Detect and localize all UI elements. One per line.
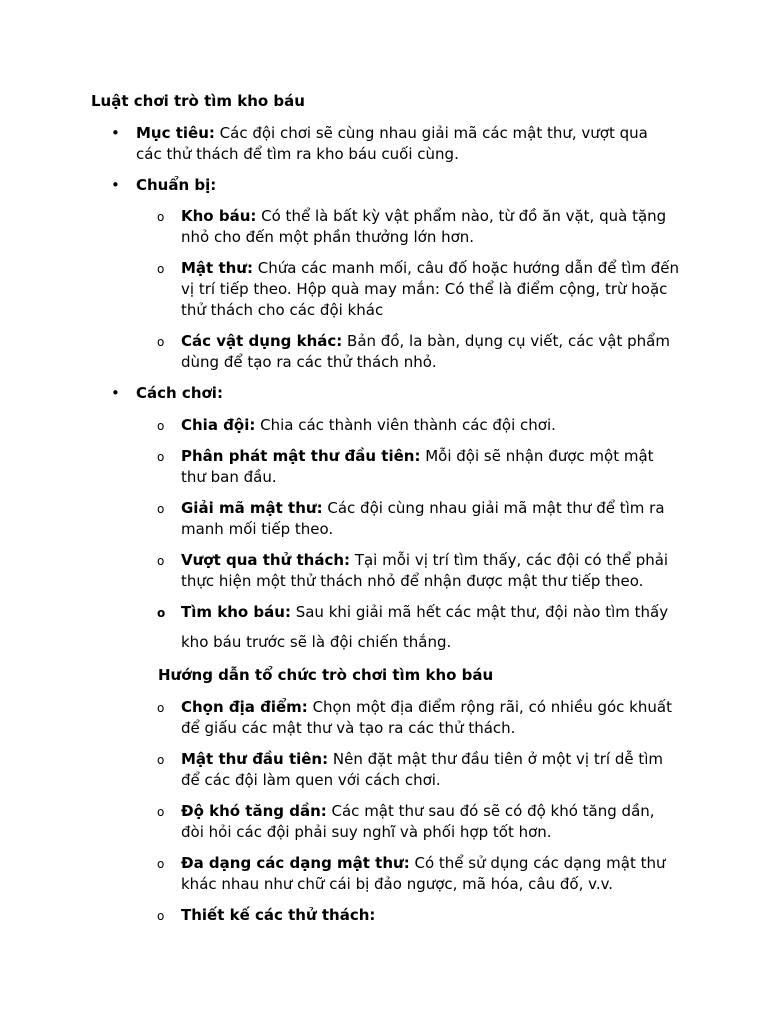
item-label: Chọn địa điểm: bbox=[181, 698, 308, 716]
item-text: Các đội cùng nhau giải mã mật thư để tìm ra manh mối tiếp theo. bbox=[181, 499, 665, 538]
list-item-muc-tieu bbox=[111, 123, 656, 165]
item-label: Giải mã mật thư: bbox=[181, 499, 323, 517]
disc-bullet-icon: • bbox=[111, 124, 120, 142]
item-text: Chứa các manh mối, câu đố hoặc hướng dẫn để tìm đến vị trí tiếp theo. Hộp quà may mắn: Có thể là điểm cộng, trừ hoặc thử thách cho các đội khác bbox=[181, 259, 679, 319]
item-text: Các mật thư sau đó sẽ có độ khó tăng dần, đòi hỏi các đội phải suy nghĩ và phối hợp tốt hơn. bbox=[181, 802, 655, 841]
item-label: Tìm kho báu: bbox=[181, 603, 291, 621]
list-item-vat-dung bbox=[157, 331, 681, 373]
list-item-vuot-qua bbox=[157, 550, 681, 592]
list-item-thiet-ke bbox=[157, 905, 681, 926]
item-label: Đa dạng các dạng mật thư: bbox=[181, 854, 410, 872]
list-item-cach-choi bbox=[111, 383, 656, 404]
item-label: Mật thư đầu tiên: bbox=[181, 750, 329, 768]
item-label: Độ khó tăng dần: bbox=[181, 802, 327, 820]
list-item-da-dang bbox=[157, 853, 681, 895]
item-text: Có thể là bất kỳ vật phẩm nào, từ đồ ăn vặt, quà tặng nhỏ cho đến một phần thưởng lớn hơn. bbox=[181, 207, 667, 246]
circle-bullet-icon: o bbox=[157, 909, 165, 923]
list-item-mat-thu-dau-tien bbox=[157, 749, 681, 791]
circle-bullet-icon: o bbox=[157, 335, 165, 349]
item-text: Chọn một địa điểm rộng rãi, có nhiều góc khuất để giấu các mật thư và tạo ra các thử thách. bbox=[181, 698, 672, 737]
circle-bullet-icon: o bbox=[157, 262, 165, 276]
item-text: Bản đồ, la bàn, dụng cụ viết, các vật phẩm dùng để tạo ra các thử thách nhỏ. bbox=[181, 332, 670, 371]
item-label: Chuẩn bị: bbox=[136, 176, 217, 194]
item-label: Mục tiêu: bbox=[136, 124, 215, 142]
circle-bullet-icon: o bbox=[157, 502, 165, 516]
list-item-chia-doi bbox=[157, 415, 681, 436]
section-heading: Hướng dẫn tổ chức trò chơi tìm kho báu bbox=[158, 666, 494, 684]
document-title: Luật chơi trò tìm kho báu bbox=[91, 92, 305, 110]
circle-bullet-icon: o bbox=[157, 210, 165, 224]
item-label: Kho báu: bbox=[181, 207, 257, 225]
list-item-chon-dia-diem bbox=[157, 697, 681, 739]
list-item-kho-bau bbox=[157, 206, 681, 248]
circle-bullet-icon: o bbox=[157, 554, 165, 568]
item-label: Vượt qua thử thách: bbox=[181, 551, 351, 569]
circle-bullet-icon: o bbox=[157, 419, 165, 433]
circle-bullet-icon: o bbox=[157, 857, 165, 871]
item-text: Nên đặt mật thư đầu tiên ở một vị trí dễ tìm để các đội làm quen với cách chơi. bbox=[181, 750, 663, 789]
item-text: Tại mỗi vị trí tìm thấy, các đội có thể phải thực hiện một thử thách nhỏ để nhận được mật thư tiếp theo. bbox=[181, 551, 669, 590]
item-text: Có thể sử dụng các dạng mật thư khác nhau như chữ cái bị đảo ngược, mã hóa, câu đố, v.v. bbox=[181, 854, 666, 893]
disc-bullet-icon: • bbox=[111, 176, 120, 194]
list-item-chuan-bi bbox=[111, 175, 656, 196]
item-text: Các đội chơi sẽ cùng nhau giải mã các mật thư, vượt qua các thử thách để tìm ra kho báu cuối cùng. bbox=[136, 124, 648, 163]
circle-bullet-icon: o bbox=[157, 450, 165, 464]
item-label: Cách chơi: bbox=[136, 384, 223, 402]
item-text: Sau khi giải mã hết các mật thư, đội nào tìm thấy kho báu trước sẽ là đội chiến thắng. bbox=[181, 603, 669, 651]
list-item-giai-ma bbox=[157, 498, 681, 540]
item-label: Chia đội: bbox=[181, 416, 256, 434]
item-label: Phân phát mật thư đầu tiên: bbox=[181, 447, 421, 465]
list-item-mat-thu bbox=[157, 258, 681, 321]
disc-bullet-icon: • bbox=[111, 384, 120, 402]
item-label: Thiết kế các thử thách: bbox=[181, 906, 376, 924]
circle-bullet-icon: o bbox=[157, 805, 165, 819]
circle-bullet-icon: o bbox=[157, 753, 165, 767]
item-text: Chia các thành viên thành các đội chơi. bbox=[255, 416, 556, 434]
item-label: Các vật dụng khác: bbox=[181, 332, 343, 350]
item-text: Mỗi đội sẽ nhận được một mật thư ban đầu. bbox=[181, 447, 654, 486]
circle-bullet-icon: o bbox=[157, 606, 166, 620]
item-label: Mật thư: bbox=[181, 259, 253, 277]
list-item-do-kho bbox=[157, 801, 681, 843]
circle-bullet-icon: o bbox=[157, 701, 165, 715]
list-item-phan-phat bbox=[157, 446, 681, 488]
list-item-tim-kho-bau bbox=[157, 597, 681, 657]
